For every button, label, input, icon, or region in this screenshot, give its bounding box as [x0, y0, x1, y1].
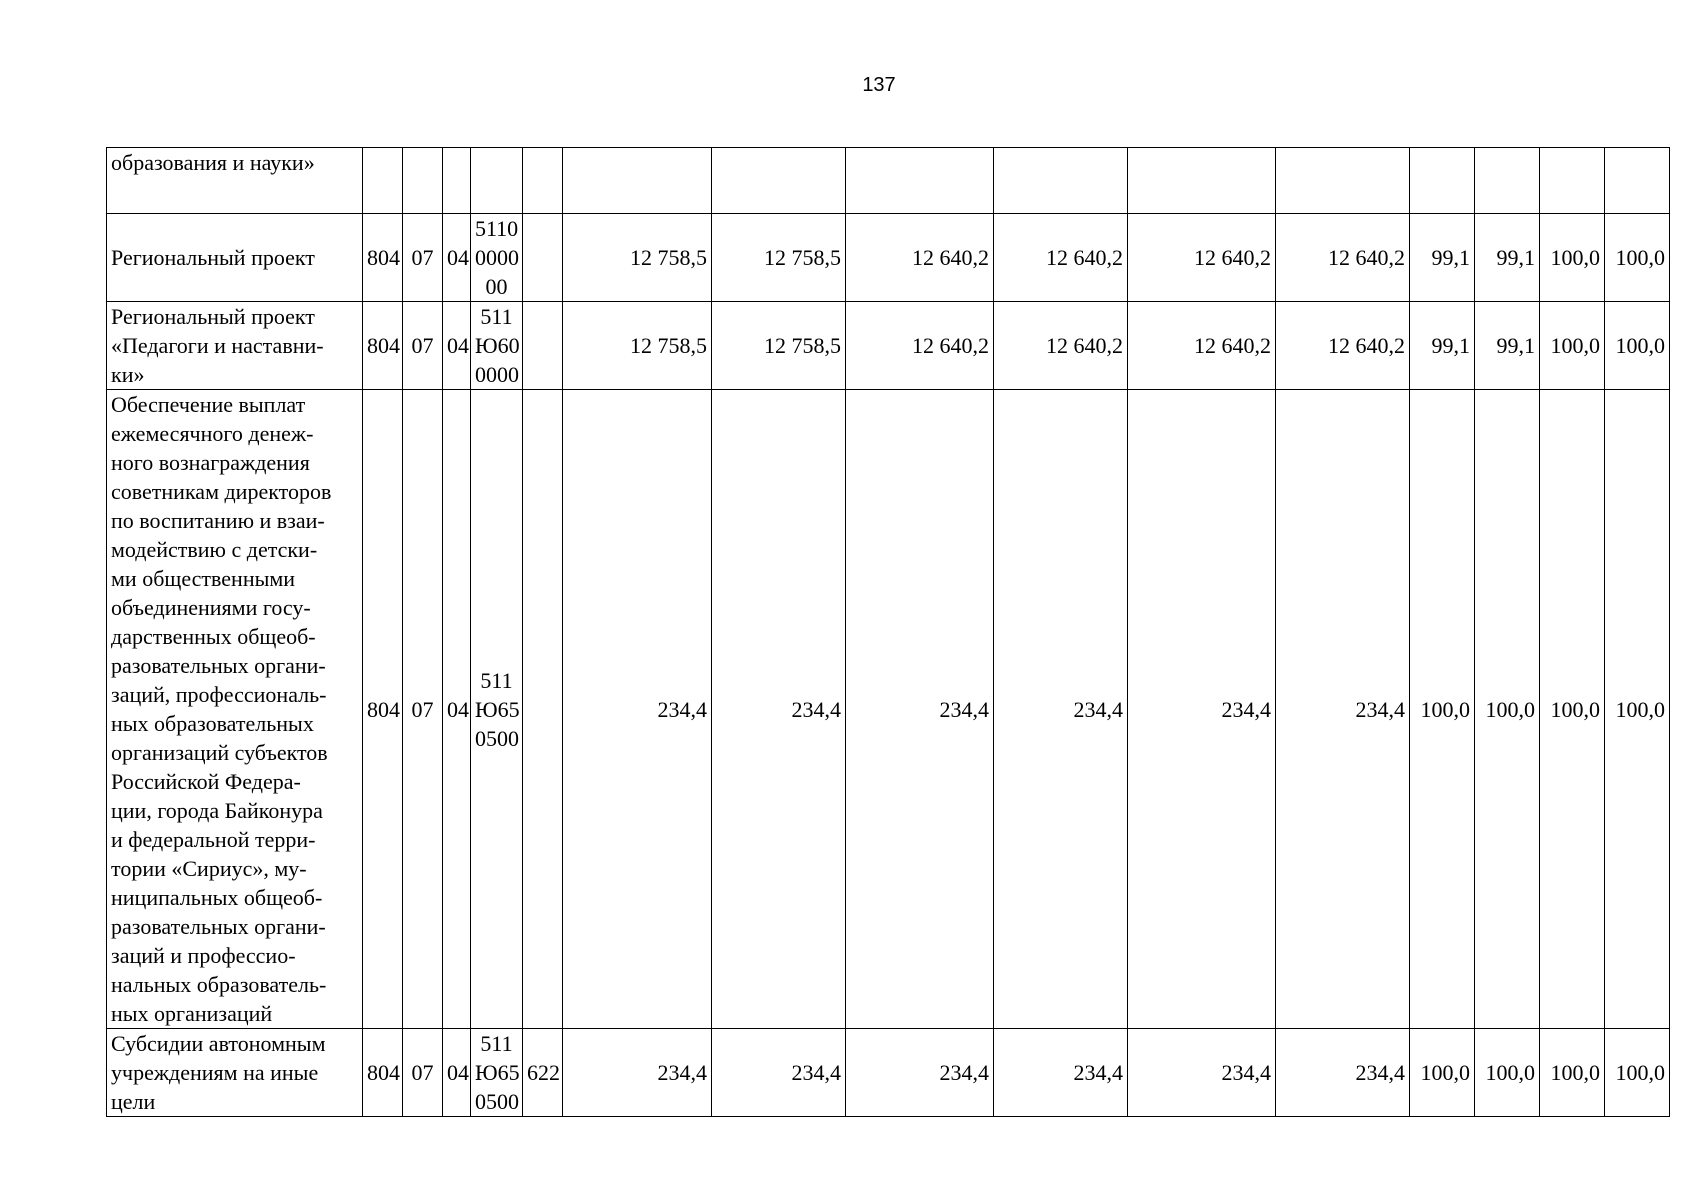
expense-type-cell	[523, 214, 563, 302]
amount-cell: 12 640,2	[1128, 214, 1276, 302]
amount-cell	[994, 148, 1128, 214]
amount-cell: 234,4	[712, 1029, 846, 1117]
percent-cell	[1410, 148, 1475, 214]
target-article-cell	[471, 148, 523, 214]
budget-table	[106, 147, 1670, 1117]
amount-cell: 234,4	[846, 390, 994, 1029]
row-name-cell-text: Обеспечение выплат ежемесячного денеж- ного вознаграждения советникам директоров по воспитанию и взаи- модействию с детски- ми общественными объединениями госу- дарственных общеоб- разовательных органи- заций, профессиональ- ных образовательных организаций субъектов Российской Федера- ции, города Байконура и федеральной терри- тории «Сириус», му- ниципальных общеоб- разовательных органи- заций и профессио- нальных образователь- ных организаций	[111, 392, 332, 1026]
amount-cell: 12 640,2	[994, 214, 1128, 302]
row-name-cell-text: Субсидии автономным учреждениям на иные цели	[111, 1031, 326, 1114]
table-row	[107, 302, 1670, 390]
table-row	[107, 1029, 1670, 1117]
amount-cell	[563, 148, 712, 214]
amount-cell: 12 758,5	[712, 214, 846, 302]
amount-cell: 12 640,2	[846, 214, 994, 302]
subsection-code-cell: 04	[443, 1029, 471, 1117]
expense-type-cell	[523, 390, 563, 1029]
row-name-cell	[107, 148, 363, 214]
amount-cell: 12 640,2	[1276, 302, 1410, 390]
target-article-cell-text: 511 Ю60 0000	[475, 304, 520, 387]
amount-cell: 234,4	[563, 1029, 712, 1117]
amount-cell: 234,4	[1128, 390, 1276, 1029]
amount-cell: 234,4	[1276, 390, 1410, 1029]
amount-cell: 12 758,5	[563, 302, 712, 390]
percent-cell: 100,0	[1605, 214, 1670, 302]
amount-cell	[1128, 148, 1276, 214]
target-article-cell	[471, 302, 523, 390]
percent-cell: 100,0	[1475, 390, 1540, 1029]
target-article-cell-text: 511 Ю65 0500	[475, 1031, 520, 1114]
percent-cell	[1605, 148, 1670, 214]
subsection-code-cell: 04	[443, 390, 471, 1029]
row-name-cell-text: Региональный проект «Педагоги и наставни- ки»	[111, 304, 324, 387]
amount-cell: 12 758,5	[563, 214, 712, 302]
percent-cell: 100,0	[1410, 390, 1475, 1029]
amount-cell: 234,4	[846, 1029, 994, 1117]
amount-cell: 234,4	[712, 390, 846, 1029]
amount-cell	[1276, 148, 1410, 214]
percent-cell: 99,1	[1475, 214, 1540, 302]
target-article-cell	[471, 1029, 523, 1117]
section-code-cell: 07	[403, 390, 443, 1029]
amount-cell: 12 640,2	[1128, 302, 1276, 390]
percent-cell: 99,1	[1410, 214, 1475, 302]
department-code-cell: 804	[363, 1029, 403, 1117]
section-code-cell: 07	[403, 214, 443, 302]
amount-cell: 12 640,2	[1276, 214, 1410, 302]
amount-cell: 234,4	[994, 1029, 1128, 1117]
amount-cell: 12 758,5	[712, 302, 846, 390]
target-article-cell-text: 5110 0000 00	[475, 216, 519, 299]
target-article-cell	[471, 214, 523, 302]
row-name-cell-text: Региональный проект	[111, 245, 315, 270]
table-row	[107, 214, 1670, 302]
subsection-code-cell	[443, 148, 471, 214]
section-code-cell: 07	[403, 1029, 443, 1117]
amount-cell	[846, 148, 994, 214]
target-article-cell-text: 511 Ю65 0500	[475, 667, 520, 751]
row-name-cell	[107, 1029, 363, 1117]
percent-cell: 99,1	[1410, 302, 1475, 390]
department-code-cell	[363, 148, 403, 214]
amount-cell: 234,4	[1128, 1029, 1276, 1117]
section-code-cell	[403, 148, 443, 214]
percent-cell: 100,0	[1540, 390, 1605, 1029]
subsection-code-cell: 04	[443, 302, 471, 390]
expense-type-cell: 622	[523, 1029, 563, 1117]
section-code-cell: 07	[403, 302, 443, 390]
row-name-cell	[107, 390, 363, 1029]
expense-type-cell	[523, 302, 563, 390]
amount-cell: 234,4	[563, 390, 712, 1029]
amount-cell	[712, 148, 846, 214]
percent-cell: 100,0	[1605, 1029, 1670, 1117]
table-row	[107, 148, 1670, 214]
percent-cell: 100,0	[1605, 390, 1670, 1029]
percent-cell: 100,0	[1410, 1029, 1475, 1117]
percent-cell: 100,0	[1475, 1029, 1540, 1117]
amount-cell: 234,4	[994, 390, 1128, 1029]
percent-cell	[1475, 148, 1540, 214]
percent-cell: 99,1	[1475, 302, 1540, 390]
page-number: 137	[862, 74, 896, 96]
row-name-cell-text: образования и науки»	[111, 150, 315, 175]
amount-cell: 234,4	[1276, 1029, 1410, 1117]
amount-cell: 12 640,2	[846, 302, 994, 390]
department-code-cell: 804	[363, 390, 403, 1029]
expense-type-cell	[523, 148, 563, 214]
department-code-cell: 804	[363, 302, 403, 390]
row-name-cell	[107, 302, 363, 390]
target-article-cell	[471, 390, 523, 1029]
percent-cell: 100,0	[1605, 302, 1670, 390]
percent-cell: 100,0	[1540, 214, 1605, 302]
percent-cell	[1540, 148, 1605, 214]
department-code-cell: 804	[363, 214, 403, 302]
subsection-code-cell: 04	[443, 214, 471, 302]
row-name-cell	[107, 214, 363, 302]
percent-cell: 100,0	[1540, 302, 1605, 390]
table-row	[107, 390, 1670, 1029]
percent-cell: 100,0	[1540, 1029, 1605, 1117]
amount-cell: 12 640,2	[994, 302, 1128, 390]
